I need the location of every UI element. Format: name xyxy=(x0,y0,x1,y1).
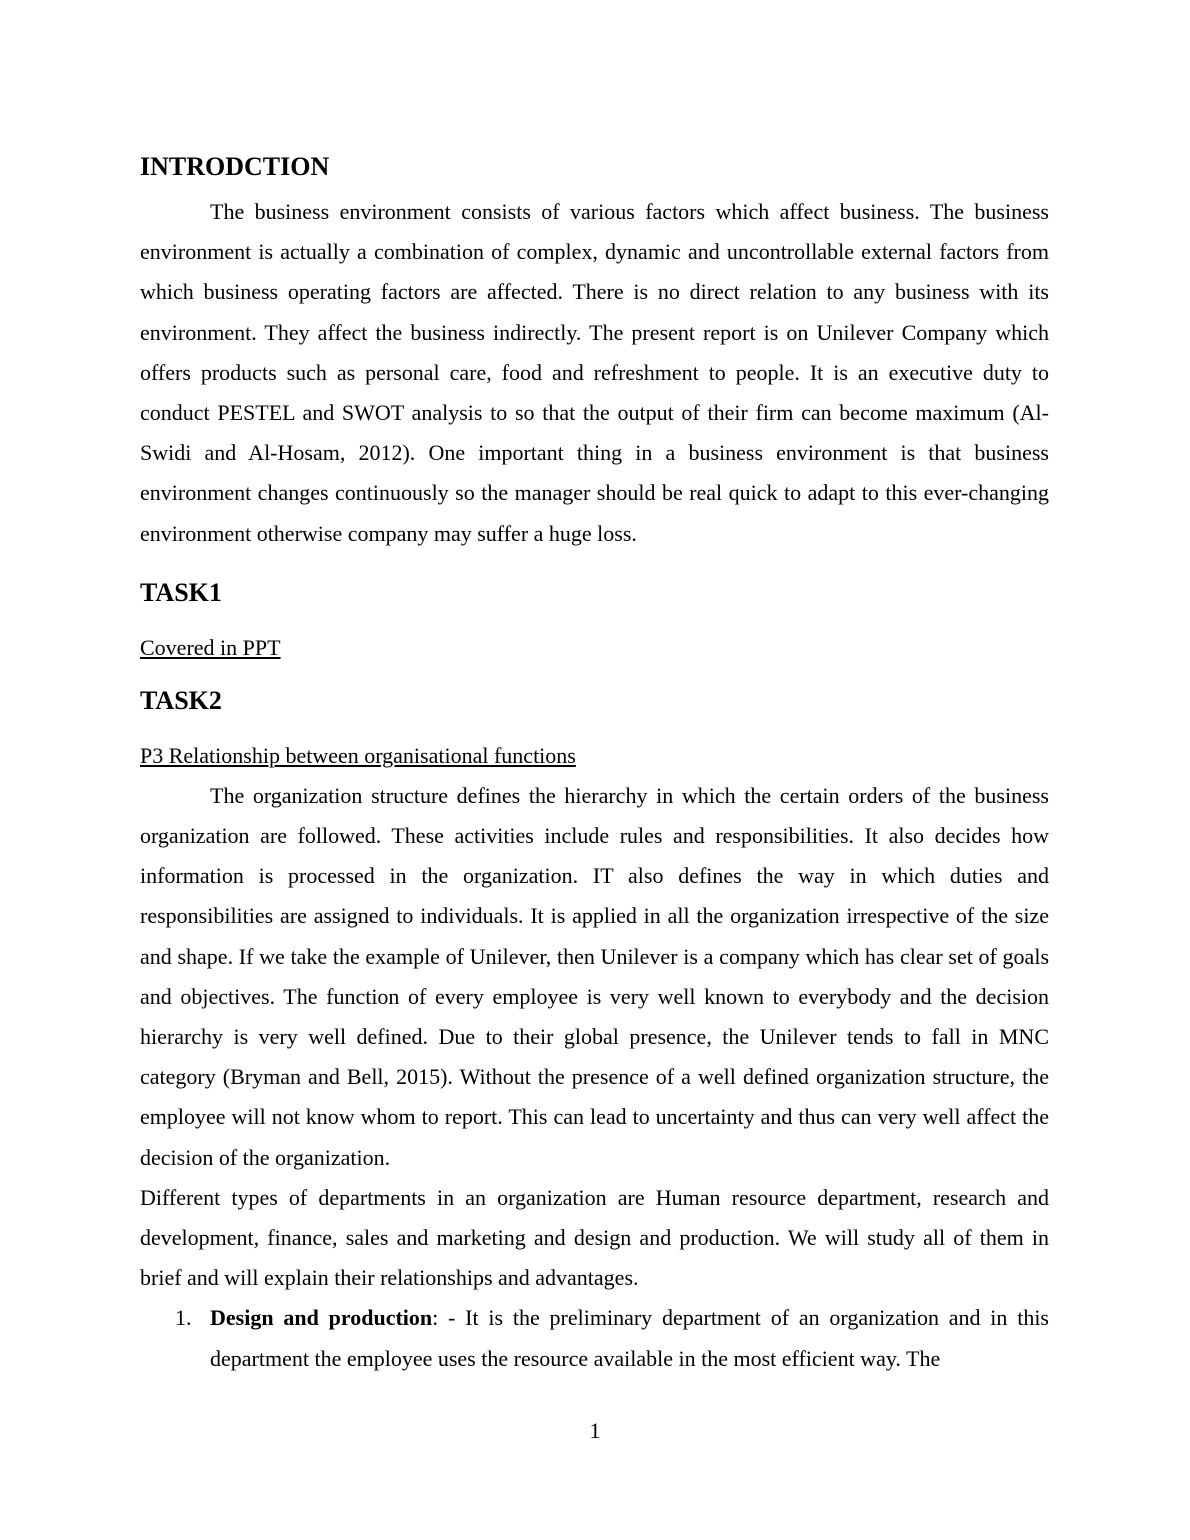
task2-subheading: P3 Relationship between organisational functions xyxy=(140,742,576,768)
page-content xyxy=(140,148,1049,1379)
task2-heading: TASK2 xyxy=(140,685,222,715)
task2-paragraph-1: The organization structure defines the hierarchy in which the certain orders of the business organization are followed. These activities include rules and responsibilities. It also decides how information is processed in the organization. IT also defines the way in which duties and responsibilities are assigned to individuals. It is applied in all the organization irrespective of the size and shape. If we take the example of Unilever, then Unilever is a company which has clear set of goals and objectives. The function of every employee is very well known to everybody and the decision hierarchy is very well defined. Due to their global presence, the Unilever tends to fall in MNC category (Bryman and Bell, 2015). Without the presence of a well defined organization structure, the employee will not know whom to report. This can lead to uncertainty and thus can very well affect the decision of the organization. xyxy=(140,782,1049,1170)
task2-paragraph-2: Different types of departments in an organization are Human resource department, research and development, finance, sales and marketing and design and production. We will study all of them in brief and will explain their relationships and advantages. xyxy=(140,1184,1049,1291)
list-item xyxy=(140,1298,1049,1378)
intro-heading: INTRODCTION xyxy=(140,152,330,181)
list-item-text: : - It is the preliminary department of an organization and in this department the employee uses the resource available in the most efficient way. The xyxy=(210,1305,1049,1371)
task1-subheading: Covered in PPT xyxy=(140,634,281,660)
intro-paragraph: The business environment consists of various factors which affect business. The business environment is actually a combination of complex, dynamic and uncontrollable external factors from which business operating factors are affected. There is no direct relation to any business with its environment. They affect the business indirectly. The present report is on Unilever Company which offers products such as personal care, food and refreshment to people. It is an executive duty to conduct PESTEL and SWOT analysis to so that the output of their firm can become maximum (Al-Swidi and Al-Hosam, 2012). One important thing in a business environment is that business environment changes continuously so the manager should be real quick to adapt to this ever-changing environment otherwise company may suffer a huge loss. xyxy=(140,199,1049,546)
list-item-term: Design and production xyxy=(210,1305,433,1331)
departments-list xyxy=(140,1298,1049,1378)
task1-heading: TASK1 xyxy=(140,577,222,607)
page-number: 1 xyxy=(589,1418,601,1443)
list-item-number: 1. xyxy=(175,1305,192,1331)
